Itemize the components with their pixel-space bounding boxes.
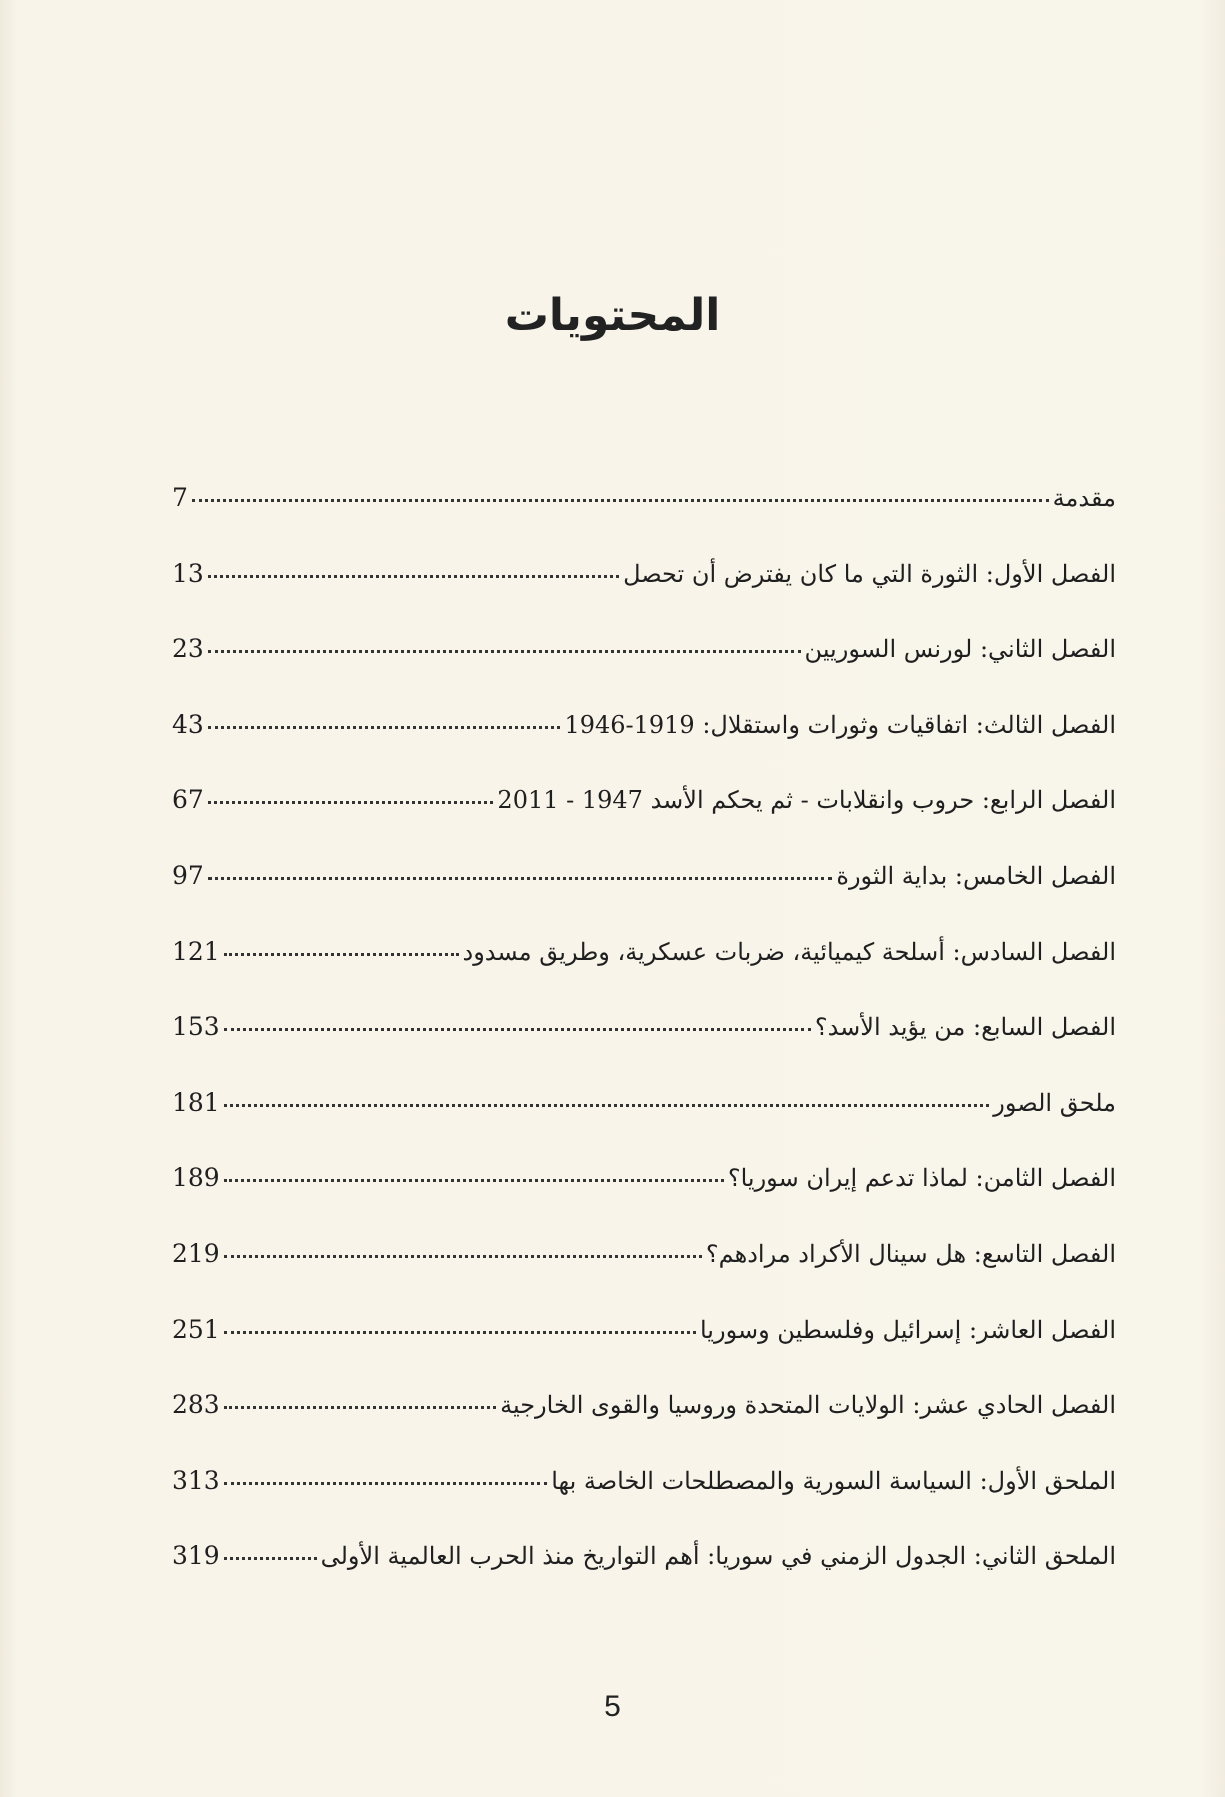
- dot-leader: [224, 1179, 724, 1182]
- toc-entry-title: مقدمة: [1052, 484, 1116, 512]
- toc-entry-title: الفصل الأول: الثورة التي ما كان يفترض أن تحصل: [623, 559, 1116, 588]
- dot-leader: [208, 650, 801, 653]
- dot-leader: [192, 499, 1049, 502]
- toc-entry-page-number: 181: [172, 1087, 220, 1117]
- toc-entry: [172, 936, 1116, 1015]
- toc-entry-page-number: 283: [172, 1390, 220, 1420]
- toc-entry: [172, 636, 1116, 712]
- dot-leader: [224, 1255, 702, 1258]
- toc-entry-page-number: 97: [172, 860, 204, 890]
- table-of-contents: [172, 485, 1116, 1619]
- toc-entry-title: الفصل الخامس: بداية الثورة: [836, 861, 1116, 890]
- toc-entry-page-number: 13: [172, 558, 204, 588]
- toc-entry-title: الفصل السادس: أسلحة كيميائية، ضربات عسكرية، وطريق مسدود: [462, 937, 1116, 966]
- toc-entry-title: الفصل العاشر: إسرائيل وفلسطين وسوريا: [699, 1315, 1116, 1344]
- toc-entry: [172, 485, 1116, 561]
- toc-entry-page-number: 313: [172, 1465, 220, 1495]
- dot-leader: [224, 1104, 990, 1107]
- toc-entry: [172, 1014, 1116, 1090]
- toc-entry-page-number: 67: [172, 785, 204, 815]
- toc-entry-title: الفصل السابع: من يؤيد الأسد؟: [814, 1013, 1116, 1042]
- dot-leader: [208, 726, 561, 729]
- toc-entry-page-number: 7: [172, 483, 188, 512]
- toc-entry: [172, 1238, 1116, 1317]
- toc-entry-title: الفصل الرابع: حروب وانقلابات - ثم يحكم الأسد 1947 - 2011: [497, 786, 1116, 815]
- toc-entry-title: الفصل التاسع: هل سينال الأكراد مرادهم؟: [705, 1239, 1116, 1268]
- toc-entry-page-number: 43: [172, 709, 204, 739]
- toc-entry-page-number: 251: [172, 1314, 220, 1344]
- dot-leader: [224, 1557, 317, 1560]
- toc-entry: [172, 860, 1116, 939]
- toc-entry-title: الملحق الثاني: الجدول الزمني في سوريا: أهم التواريخ منذ الحرب العالمية الأولى: [320, 1542, 1116, 1571]
- dot-leader: [208, 575, 619, 578]
- toc-entry: [172, 787, 1116, 863]
- toc-entry-title: ملحق الصور: [993, 1088, 1116, 1117]
- dot-leader: [224, 953, 459, 956]
- toc-entry-title: الملحق الأول: السياسة السورية والمصطلحات الخاصة بها: [551, 1466, 1116, 1495]
- page-number: 5: [604, 1690, 621, 1723]
- toc-entry: [172, 1165, 1116, 1241]
- page-title: المحتويات: [504, 290, 721, 341]
- toc-entry-page-number: 319: [172, 1541, 220, 1571]
- toc-entry-title: الفصل الثامن: لماذا تدعم إيران سوريا؟: [727, 1164, 1116, 1193]
- toc-entry: [172, 709, 1116, 788]
- dot-leader: [224, 1331, 696, 1334]
- dot-leader: [224, 1406, 496, 1409]
- toc-entry: [172, 1314, 1116, 1393]
- dot-leader: [224, 1482, 548, 1485]
- toc-entry: [172, 1465, 1116, 1544]
- toc-entry-page-number: 153: [172, 1012, 220, 1042]
- toc-entry-title: الفصل الثاني: لورنس السوريين: [804, 635, 1116, 664]
- toc-entry-page-number: 189: [172, 1163, 220, 1193]
- toc-entry-title: الفصل الحادي عشر: الولايات المتحدة وروسيا والقوى الخارجية: [500, 1391, 1116, 1420]
- toc-entry: [172, 558, 1116, 637]
- dot-leader: [208, 801, 494, 804]
- toc-entry-title: الفصل الثالث: اتفاقيات وثورات واستقلال: 1919-1946: [564, 710, 1116, 739]
- dot-leader: [224, 1028, 811, 1031]
- dot-leader: [208, 877, 833, 880]
- toc-entry: [172, 1392, 1116, 1468]
- toc-entry-page-number: 23: [172, 634, 204, 664]
- toc-entry-page-number: 121: [172, 936, 220, 966]
- toc-entry-page-number: 219: [172, 1238, 220, 1268]
- toc-entry: [172, 1087, 1116, 1166]
- toc-entry: [172, 1543, 1116, 1619]
